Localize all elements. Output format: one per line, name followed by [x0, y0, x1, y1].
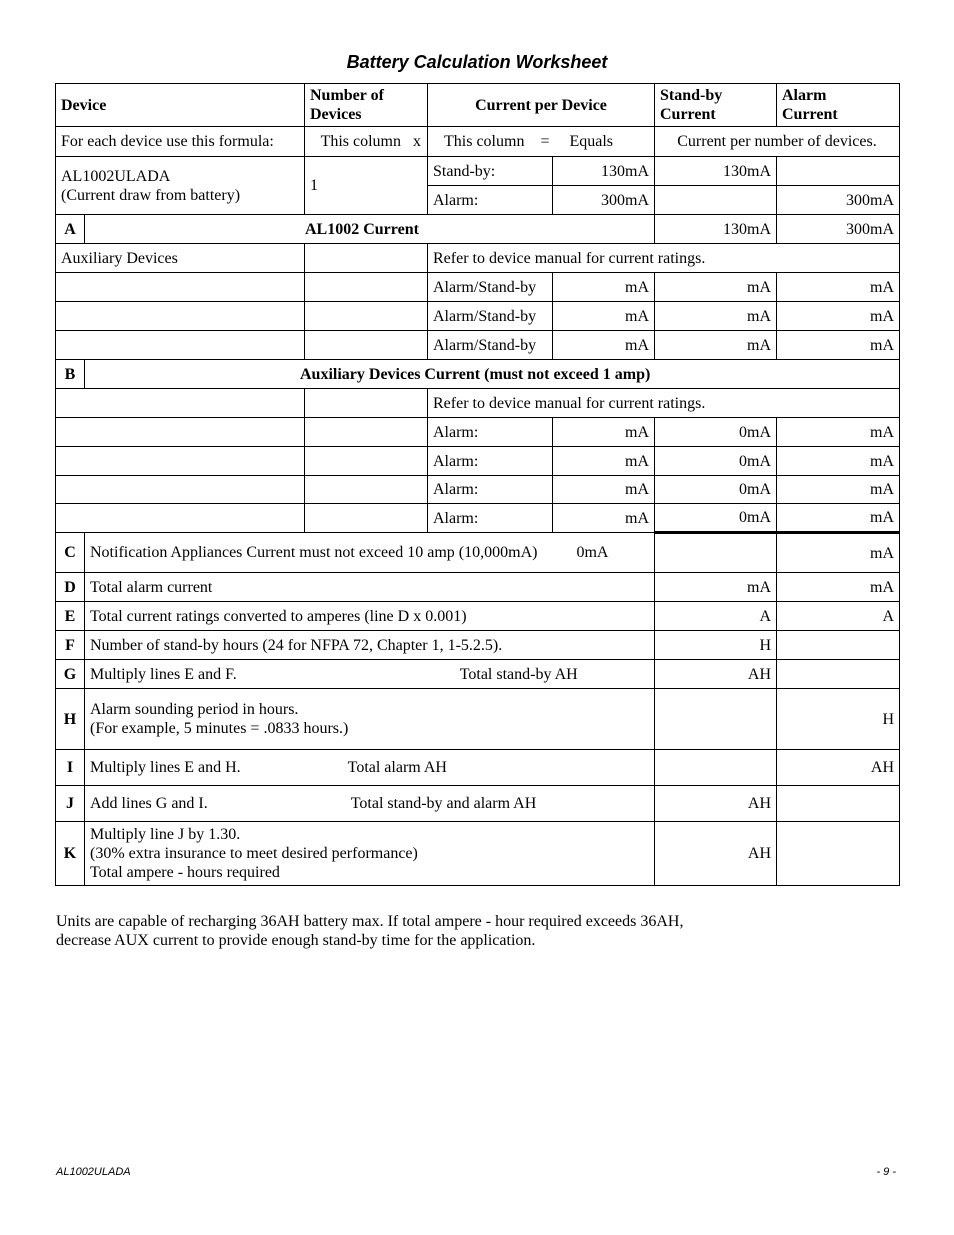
table-row: [56, 504, 900, 533]
line-e-standby: A: [655, 602, 777, 631]
al1002-standby-total: 130mA: [655, 157, 777, 186]
line-g-total: Total stand-by AH: [459, 665, 578, 683]
line-g-row: [56, 660, 900, 689]
formula-col1: This column x: [305, 127, 428, 157]
line-e-row: [56, 602, 900, 631]
line-i-total: Total alarm AH: [347, 759, 447, 776]
line-c-label: Notification Appliances Current must not exceed 10 amp (10,000mA) 0mA: [85, 533, 655, 573]
al1002-alarm-label: Alarm:: [428, 186, 553, 215]
formula-row: [56, 127, 900, 157]
formula-col2: This column = Equals: [428, 127, 655, 157]
line-c-alarm: mA: [777, 533, 900, 573]
table-row: [56, 476, 900, 504]
header-row: [56, 84, 900, 127]
line-k-alarm-empty: [777, 822, 900, 886]
device-input[interactable]: [56, 476, 305, 504]
line-a-alarm: 300mA: [777, 215, 900, 244]
row-alarm: mA: [777, 476, 900, 504]
line-letter: D: [56, 573, 85, 602]
line-e-label: Total current ratings converted to amperes (line D x 0.001): [85, 602, 655, 631]
row-per: mA: [553, 418, 655, 447]
line-b-row: [56, 360, 900, 389]
line-a-standby: 130mA: [655, 215, 777, 244]
count-input[interactable]: [305, 447, 428, 476]
count-input[interactable]: [305, 331, 428, 360]
recharge-note: Units are capable of recharging 36AH battery max. If total ampere - hour required exceeds 36AH, decrease AUX current to provide enough stand-by time for the application.: [56, 913, 684, 949]
line-j-alarm-empty: [777, 786, 900, 822]
battery-worksheet-table: [55, 83, 900, 886]
row-type: Alarm:: [428, 418, 553, 447]
row-alarm: mA: [777, 273, 900, 302]
line-g-standby: AH: [655, 660, 777, 689]
row-alarm: mA: [777, 331, 900, 360]
count-input[interactable]: [305, 418, 428, 447]
count-input[interactable]: [305, 476, 428, 504]
line-letter: I: [56, 750, 85, 786]
line-f-standby: H: [655, 631, 777, 660]
count-input[interactable]: [305, 504, 428, 533]
al1002-alarm-per: 300mA: [553, 186, 655, 215]
row-type: Alarm/Stand-by: [428, 302, 553, 331]
line-letter: A: [56, 215, 85, 244]
line-letter: E: [56, 602, 85, 631]
line-letter: J: [56, 786, 85, 822]
line-k-label: Multiply line J by 1.30. (30% extra insurance to meet desired performance) Total ampere - hours required: [85, 822, 655, 886]
al1002-alarm-standby-empty: [655, 186, 777, 215]
table-row: [56, 418, 900, 447]
header-alarm: Alarm Current: [777, 84, 900, 127]
device-input[interactable]: [56, 302, 305, 331]
line-h-row: [56, 689, 900, 750]
line-j-total: Total stand-by and alarm AH: [350, 795, 537, 812]
device-input[interactable]: [56, 447, 305, 476]
line-d-alarm: mA: [777, 573, 900, 602]
row-standby: mA: [655, 302, 777, 331]
al1002-standby-label: Stand-by:: [428, 157, 553, 186]
table-row: [56, 331, 900, 360]
notif-refer: Refer to device manual for current ratings.: [428, 389, 900, 418]
row-standby: mA: [655, 273, 777, 302]
line-i-row: [56, 750, 900, 786]
line-c-standby-empty: [655, 533, 777, 573]
aux-refer: Refer to device manual for current ratings.: [428, 244, 900, 273]
row-type: Alarm/Stand-by: [428, 273, 553, 302]
row-per: mA: [553, 476, 655, 504]
line-i-standby-empty: [655, 750, 777, 786]
header-current-per-device: Current per Device: [428, 84, 655, 127]
row-per: mA: [553, 447, 655, 476]
page-title: Battery Calculation Worksheet: [346, 52, 608, 72]
line-i-alarm: AH: [777, 750, 900, 786]
row-type: Alarm/Stand-by: [428, 331, 553, 360]
header-standby: Stand-by Current: [655, 84, 777, 127]
line-g-alarm-empty: [777, 660, 900, 689]
line-h-label: Alarm sounding period in hours. (For example, 5 minutes = .0833 hours.): [85, 689, 655, 750]
count-input[interactable]: [305, 273, 428, 302]
line-j-standby: AH: [655, 786, 777, 822]
line-g-label: Multiply lines E and F. Total stand-by AH: [85, 660, 655, 689]
row-alarm: mA: [777, 447, 900, 476]
aux-count-empty: [305, 244, 428, 273]
device-input[interactable]: [56, 418, 305, 447]
row-alarm: mA: [777, 302, 900, 331]
aux-header-row: [56, 244, 900, 273]
row-type: Alarm:: [428, 447, 553, 476]
table-row: [56, 273, 900, 302]
row-standby: mA: [655, 331, 777, 360]
row-standby: 0mA: [655, 447, 777, 476]
al1002-standby-per: 130mA: [553, 157, 655, 186]
header-device: Device: [56, 84, 305, 127]
al1002-alarm-total: 300mA: [777, 186, 900, 215]
line-letter: H: [56, 689, 85, 750]
header-number: Number of Devices: [305, 84, 428, 127]
page-number: - 9 -: [876, 1166, 896, 1178]
line-k-row: [56, 822, 900, 886]
line-d-standby: mA: [655, 573, 777, 602]
row-per: mA: [553, 273, 655, 302]
device-input[interactable]: [56, 504, 305, 533]
notif-label-empty: [56, 389, 305, 418]
row-per: mA: [553, 504, 655, 533]
al1002-device: AL1002ULADA (Current draw from battery): [56, 157, 305, 215]
count-input[interactable]: [305, 302, 428, 331]
al1002-standby-alarm-empty: [777, 157, 900, 186]
line-letter: C: [56, 533, 85, 573]
table-row: [56, 447, 900, 476]
line-c-value: 0mA: [576, 544, 609, 561]
aux-label: Auxiliary Devices: [56, 244, 305, 273]
row-standby: 0mA: [655, 504, 777, 533]
footer-model: AL1002ULADA: [56, 1166, 131, 1178]
row-per: mA: [553, 302, 655, 331]
line-i-label: Multiply lines E and H. Total alarm AH: [85, 750, 655, 786]
line-f-row: [56, 631, 900, 660]
row-alarm: mA: [777, 504, 900, 533]
row-standby: 0mA: [655, 418, 777, 447]
line-e-alarm: A: [777, 602, 900, 631]
row-standby: 0mA: [655, 476, 777, 504]
line-a-row: [56, 215, 900, 244]
line-a-label: AL1002 Current: [85, 215, 655, 244]
formula-result: Current per number of devices.: [655, 127, 900, 157]
line-d-row: [56, 573, 900, 602]
row-type: Alarm:: [428, 504, 553, 533]
line-f-alarm-empty: [777, 631, 900, 660]
line-j-row: [56, 786, 900, 822]
line-letter: F: [56, 631, 85, 660]
notif-count-empty: [305, 389, 428, 418]
line-letter: K: [56, 822, 85, 886]
formula-label: For each device use this formula:: [56, 127, 305, 157]
row-alarm: mA: [777, 418, 900, 447]
device-input[interactable]: [56, 273, 305, 302]
al1002-count: 1: [305, 157, 428, 215]
line-b-label: Auxiliary Devices Current (must not exceed 1 amp): [85, 360, 900, 389]
line-letter: G: [56, 660, 85, 689]
line-h-standby-empty: [655, 689, 777, 750]
row-type: Alarm:: [428, 476, 553, 504]
line-h-alarm: H: [777, 689, 900, 750]
notif-header-row: [56, 389, 900, 418]
al1002-standby-row: [56, 157, 900, 186]
row-per: mA: [553, 331, 655, 360]
line-j-label: Add lines G and I. Total stand-by and alarm AH: [85, 786, 655, 822]
device-input[interactable]: [56, 331, 305, 360]
line-k-standby: AH: [655, 822, 777, 886]
line-letter: B: [56, 360, 85, 389]
line-d-label: Total alarm current: [85, 573, 655, 602]
line-c-row: [56, 533, 900, 573]
table-row: [56, 302, 900, 331]
line-f-label: Number of stand-by hours (24 for NFPA 72, Chapter 1, 1-5.2.5).: [85, 631, 655, 660]
